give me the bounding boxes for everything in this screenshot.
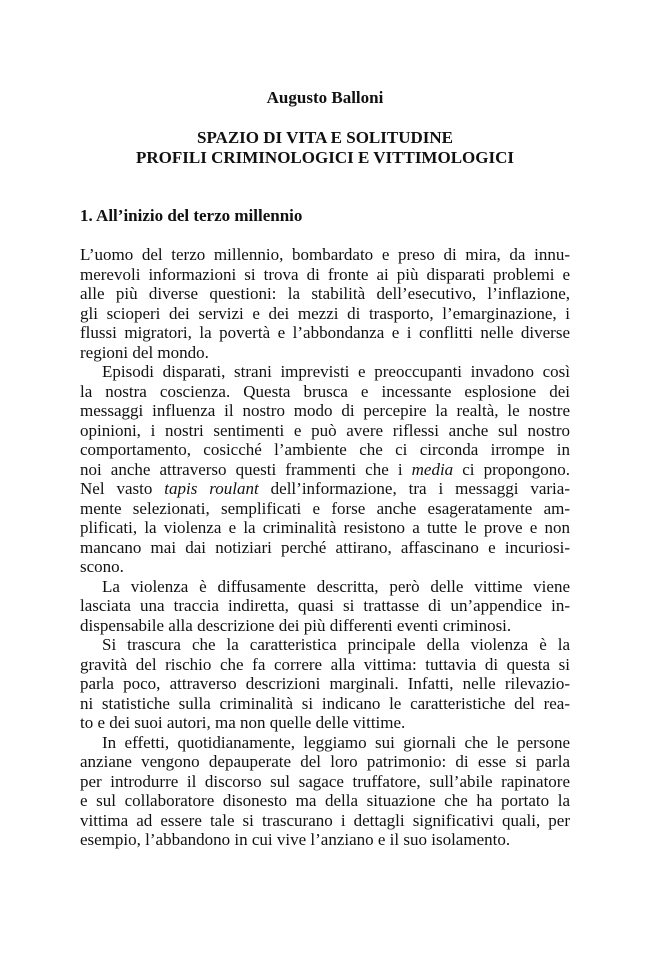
text-line: [80, 752, 570, 772]
text-line-content: parla poco, attraverso descrizioni marginali. Infatti, nelle rilevazio-: [80, 674, 570, 693]
text-line-content: anziane vengono depauperate del loro patrimonio: di esse si parla: [80, 752, 570, 771]
text-line: [80, 616, 570, 636]
text-line: [80, 772, 570, 792]
text-line-content: merevoli informazioni si trova di fronte ai più disparati problemi e: [80, 264, 570, 284]
text-line: [80, 830, 570, 850]
body-text: [80, 245, 570, 850]
text-line-content: vittima ad essere tale si trascurano i dettagli significativi quali, per: [80, 810, 570, 830]
text-line-content: regioni del mondo.: [80, 342, 209, 362]
italic-term: tapis roulant: [164, 479, 259, 498]
text-line: [80, 577, 570, 597]
text-line: [80, 694, 570, 714]
text-line: [80, 304, 570, 324]
text-line-content: scono.: [80, 557, 124, 576]
text-line-content: lasciata una traccia indiretta, quasi si trattasse di un’appendice in-: [80, 596, 570, 615]
text-line: [80, 733, 570, 753]
chapter-title: [0, 128, 650, 168]
text-line: [80, 479, 570, 499]
text-line: [80, 460, 570, 480]
text-line: [80, 362, 570, 382]
text-line-content: per introdurre il discorso sul sagace truffatore, sull’abile rapinatore: [80, 771, 570, 791]
text-line-content: flussi migratori, la povertà e l’abbondanza e i conflitti nelle diverse: [80, 323, 570, 342]
text-line-content: la nostra coscienza. Questa brusca e incessante esplosione dei: [80, 381, 570, 401]
text-line: [80, 811, 570, 831]
text-line: [80, 421, 570, 441]
text-line-continuation: ci propongono.: [453, 459, 570, 479]
text-line-content: noi anche attraverso questi frammenti che i: [80, 459, 412, 479]
text-line: [80, 635, 570, 655]
text-line: [80, 499, 570, 519]
text-line-content: Si trascura che la caratteristica principale della violenza è la: [102, 635, 570, 654]
text-line-content: dispensabile alla descrizione dei più differenti eventi criminosi.: [80, 615, 512, 635]
section-heading: 1. All’inizio del terzo millennio: [80, 206, 303, 225]
chapter-title-line-1: SPAZIO DI VITA E SOLITUDINE: [196, 128, 454, 147]
text-line: [80, 343, 570, 363]
text-line-content: to e dei suoi autori, ma non quelle delle vittime.: [80, 713, 406, 732]
text-line: [80, 265, 570, 285]
text-line-content: mente selezionati, semplificati e forse anche esageratamente am-: [80, 498, 570, 518]
text-line: [80, 674, 570, 694]
text-line: [80, 596, 570, 616]
text-line: [80, 655, 570, 675]
text-line: [80, 557, 570, 577]
text-line-content: Episodi disparati, strani imprevisti e preoccupanti invadono così: [102, 362, 570, 381]
text-line: [80, 791, 570, 811]
chapter-title-line-2: PROFILI CRIMINOLOGICI E VITTIMOLOGICI: [136, 148, 514, 167]
text-line-content: plificati, la violenza e la criminalità resistono a tutte le prove e non: [80, 518, 570, 537]
text-line-content: e sul collaboratore disonesto ma della situazione che ha portato la: [80, 791, 570, 810]
text-line-content: mancano mai dai notiziari perché attirano, affascinano e incuriosi-: [80, 537, 570, 557]
text-line-content: messaggi influenza il nostro modo di percepire la realtà, le nostre: [80, 401, 570, 420]
text-line: [80, 382, 570, 402]
text-line-content: esempio, l’abbandono in cui vive l’anziano e il suo isolamento.: [80, 830, 511, 849]
text-line-content: In effetti, quotidianamente, leggiamo sui giornali che le persone: [102, 732, 570, 752]
italic-term: media: [411, 459, 454, 479]
text-line: [80, 245, 570, 265]
text-line-content: ni statistiche sulla criminalità si indicano le caratteristiche del rea-: [80, 693, 570, 713]
text-line: [80, 713, 570, 733]
text-line-content: L’uomo del terzo millennio, bombardato e preso di mira, da innu-: [80, 245, 570, 264]
text-line-continuation: dell’informazione, tra i messaggi varia-: [258, 479, 570, 498]
text-line: [80, 518, 570, 538]
text-line: [80, 323, 570, 343]
text-line-content: Nel vasto: [80, 479, 165, 498]
text-line-content: alle più diverse questioni: la stabilità dell’esecutivo, l’inflazione,: [80, 284, 570, 303]
text-line: [80, 440, 570, 460]
text-line-content: La violenza è diffusamente descritta, però delle vittime viene: [102, 576, 570, 596]
text-line: [80, 401, 570, 421]
text-line: [80, 284, 570, 304]
author-name: Augusto Balloni: [266, 88, 384, 107]
text-line-content: gravità del rischio che fa correre alla vittima: tuttavia di questa si: [80, 654, 570, 674]
text-line: [80, 538, 570, 558]
text-line-content: opinioni, i nostri sentimenti e può avere riflessi anche sul nostro: [80, 420, 570, 440]
text-line-content: gli scioperi dei servizi e dei mezzi di trasporto, l’emarginazione, i: [80, 303, 570, 323]
text-line-content: comportamento, cosicché l’ambiente che ci circonda irrompe in: [80, 440, 570, 459]
